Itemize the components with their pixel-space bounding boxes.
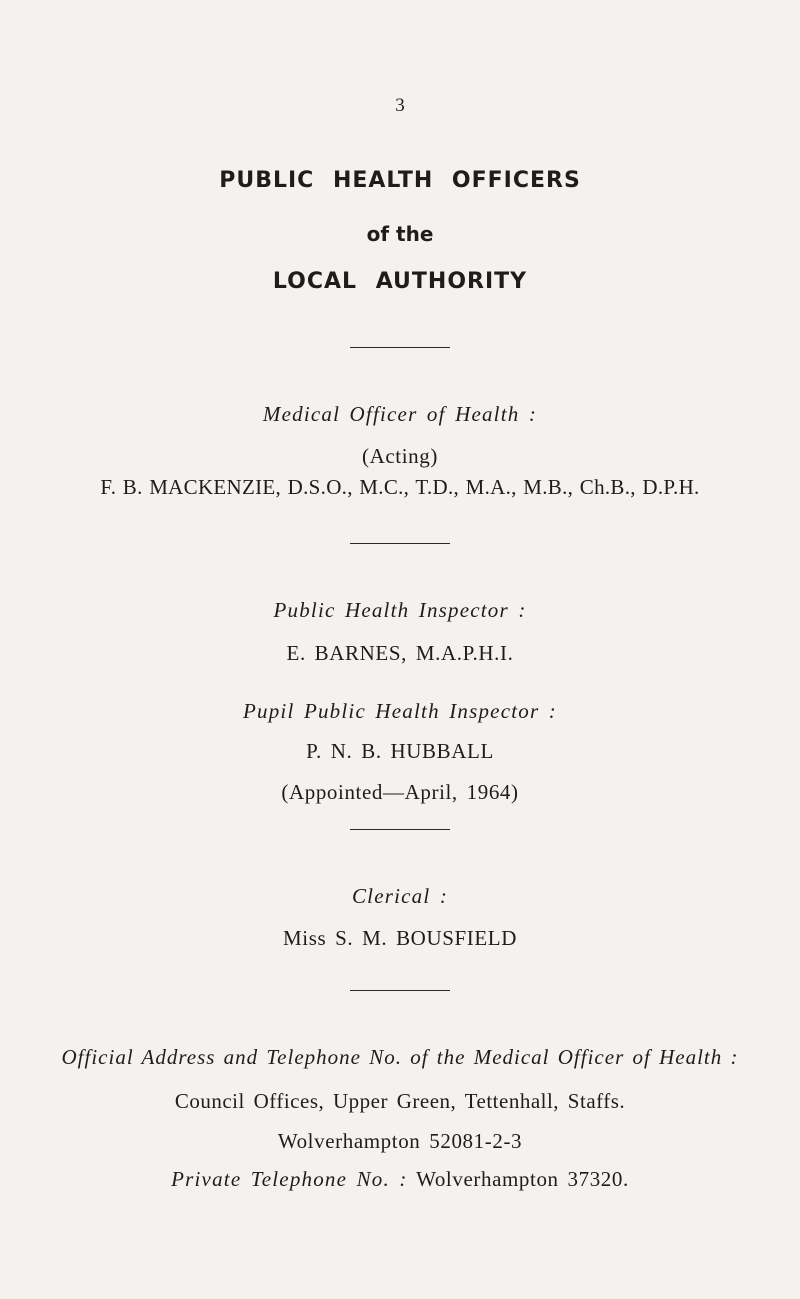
official-address-heading: Official Address and Telephone No. of the Medical Officer of Health : xyxy=(61,1045,739,1069)
divider-4 xyxy=(350,990,450,991)
public-health-inspector-role: Public Health Inspector : xyxy=(273,598,527,622)
private-telephone-line xyxy=(0,1167,800,1192)
clerical-role: Clerical : xyxy=(351,884,449,908)
divider-3 xyxy=(350,829,450,830)
public-health-inspector-name: E. BARNES, M.A.P.H.I. xyxy=(286,641,514,665)
official-address: Council Offices, Upper Green, Tettenhall, Staffs. xyxy=(174,1089,626,1113)
divider-1 xyxy=(350,347,450,348)
pupil-inspector-role: Pupil Public Health Inspector : xyxy=(243,699,557,723)
medical-officer-qualifier: (Acting) xyxy=(362,444,438,468)
divider-2 xyxy=(350,543,450,544)
medical-officer-role: Medical Officer of Health : xyxy=(262,402,538,426)
private-telephone-number: Wolverhampton 37320. xyxy=(416,1167,629,1191)
page-number: 3 xyxy=(395,95,405,116)
title-line-3: LOCAL AUTHORITY xyxy=(272,269,528,294)
private-telephone-label: Private Telephone No. : xyxy=(171,1167,408,1191)
medical-officer-name: F. B. MACKENZIE, D.S.O., M.C., T.D., M.A., M.B., Ch.B., D.P.H. xyxy=(100,475,700,499)
clerical-name: Miss S. M. BOUSFIELD xyxy=(283,926,517,950)
official-telephone: Wolverhampton 52081-2-3 xyxy=(277,1129,523,1153)
title-line-1: PUBLIC HEALTH OFFICERS xyxy=(219,168,581,193)
pupil-inspector-note: (Appointed—April, 1964) xyxy=(281,780,519,804)
pupil-inspector-name: P. N. B. HUBBALL xyxy=(306,739,494,763)
title-line-2: of the xyxy=(366,222,434,246)
